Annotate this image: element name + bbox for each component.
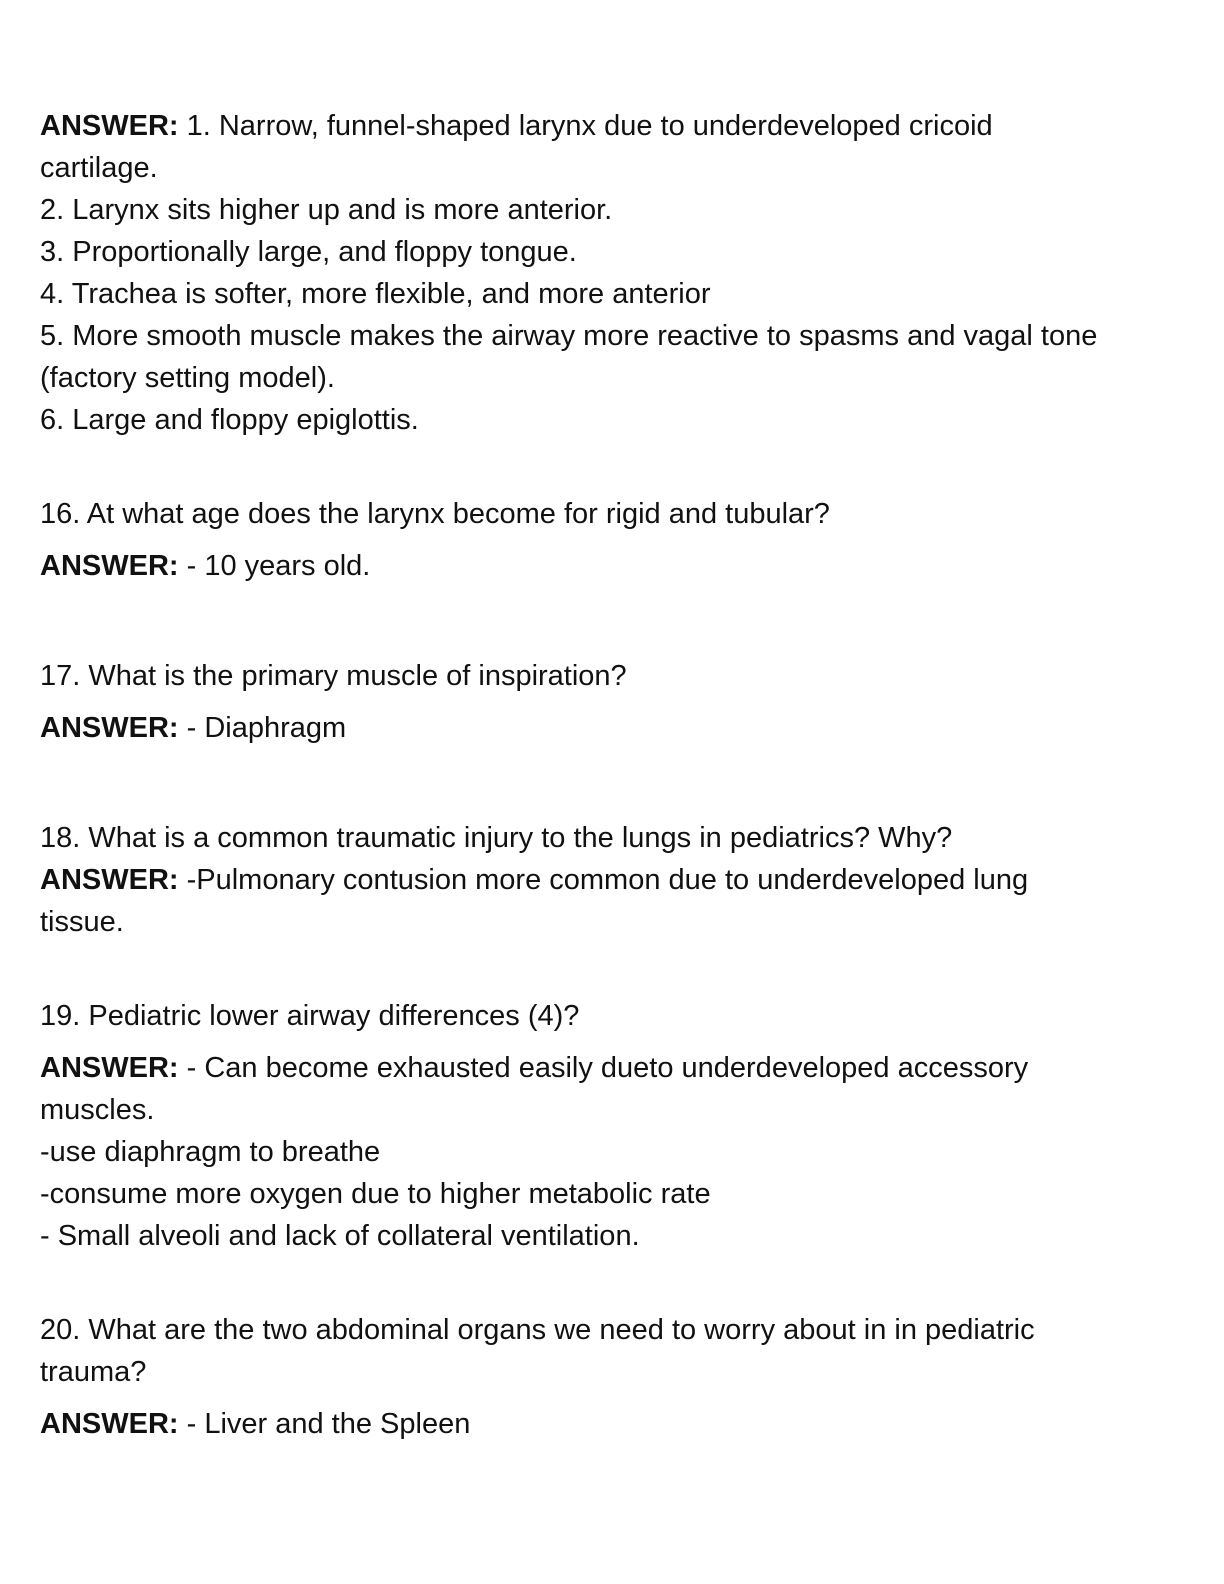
answer-line: tissue. <box>40 906 124 938</box>
question-text: 18. What is a common traumatic injury to the lungs in pediatrics? Why? <box>40 822 953 854</box>
answer-text: -Pulmonary contusion more common due to underdeveloped lung <box>178 864 1029 896</box>
answer-line <box>40 545 1190 587</box>
question-text: 19. Pediatric lower airway differences (4)? <box>40 1000 580 1032</box>
answer-line <box>40 707 1190 749</box>
answer-line: 3. Proportionally large, and floppy tongue. <box>40 236 577 268</box>
answer-line: 4. Trachea is softer, more flexible, and more anterior <box>40 278 711 310</box>
question-text: 20. What are the two abdominal organs we need to worry about in in pediatric <box>40 1314 1035 1346</box>
answer-block-15 <box>40 105 1190 441</box>
answer-label: ANSWER: <box>40 1052 179 1084</box>
answer-text: - 10 years old. <box>178 550 371 582</box>
answer-label: ANSWER: <box>40 864 179 896</box>
answer-text: - Liver and the Spleen <box>178 1408 471 1440</box>
answer-label: ANSWER: <box>40 550 179 582</box>
qa-block-18 <box>40 817 1190 943</box>
answer-line: 5. More smooth muscle makes the airway more reactive to spasms and vagal tone <box>40 320 1098 352</box>
answer-line: -use diaphragm to breathe <box>40 1136 381 1168</box>
answer-line <box>40 1047 1190 1089</box>
document-page <box>40 105 1190 1445</box>
qa-block-20 <box>40 1309 1190 1445</box>
answer-line: muscles. <box>40 1094 155 1126</box>
answer-line <box>40 1403 1190 1445</box>
question-text: trauma? <box>40 1356 147 1388</box>
answer-text: - Can become exhausted easily dueto underdeveloped accessory <box>178 1052 1029 1084</box>
answer-line: cartilage. <box>40 152 158 184</box>
answer-label: ANSWER: <box>40 712 179 744</box>
answer-line: 2. Larynx sits higher up and is more anterior. <box>40 194 613 226</box>
answer-label: ANSWER: <box>40 1408 179 1440</box>
answer-line: - Small alveoli and lack of collateral ventilation. <box>40 1220 640 1252</box>
answer-line <box>40 859 1190 901</box>
answer-line <box>40 105 1190 147</box>
answer-label: ANSWER: <box>40 110 179 142</box>
question-text: 17. What is the primary muscle of inspiration? <box>40 660 627 692</box>
qa-block-16 <box>40 493 1190 587</box>
qa-block-17 <box>40 655 1190 749</box>
answer-text: - Diaphragm <box>178 712 347 744</box>
answer-line: (factory setting model). <box>40 362 335 394</box>
answer-line: -consume more oxygen due to higher metabolic rate <box>40 1178 711 1210</box>
qa-block-19 <box>40 995 1190 1257</box>
question-text: 16. At what age does the larynx become for rigid and tubular? <box>40 498 830 530</box>
answer-line: 6. Large and floppy epiglottis. <box>40 404 419 436</box>
answer-text: 1. Narrow, funnel-shaped larynx due to underdeveloped cricoid <box>178 110 993 142</box>
